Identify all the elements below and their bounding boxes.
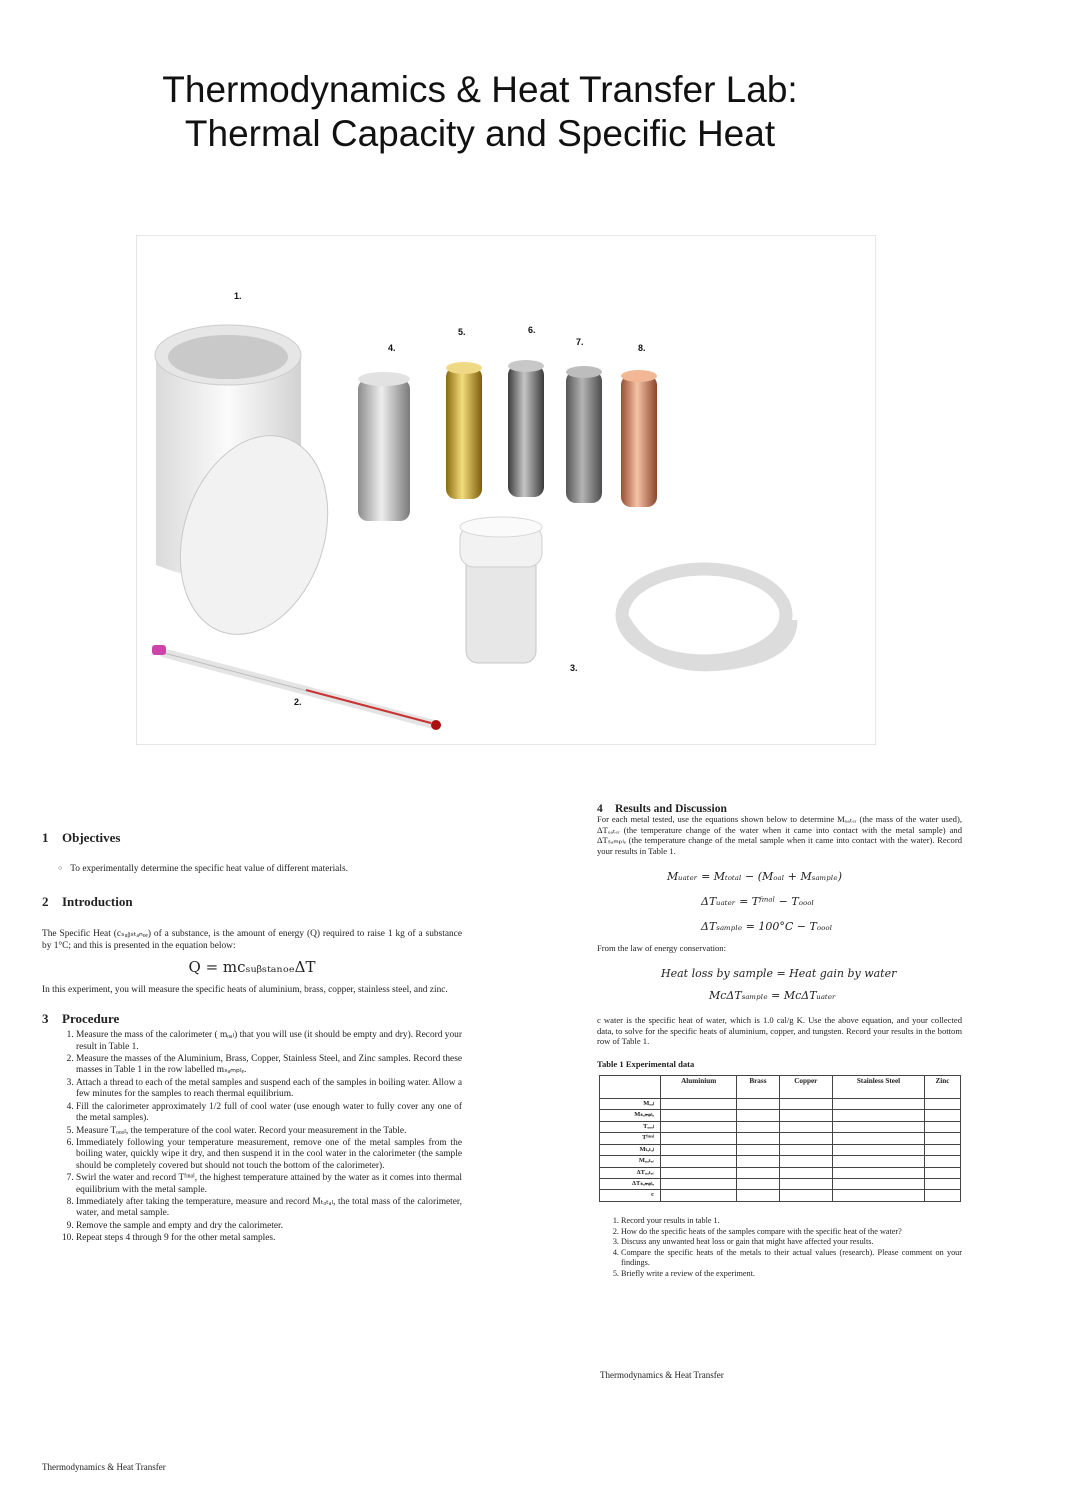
procedure-list [42,1030,462,1244]
left-column [42,832,462,1246]
specific-heat-equation: Q = mcₛᵤᵦₛₜₐₙₒₑΔT [188,958,316,977]
question-item: 1. Record your results in table 1. [621,1216,962,1226]
intro-paragraph-1: The Specific Heat (cₛᵤᵦₛₜₐₙₒₑ) of a substance, is the amount of energy (Q) required to raise 1 kg of a substance by 1°C; and this is presented in the equation below: [42,929,462,951]
table-header: Zinc [924,1076,960,1099]
question-item: 5. Briefly write a review of the experiment. [621,1269,962,1279]
conservation-line-2: McΔTₛₐₘₚₗₑ = McΔTᵤₐₜₑᵣ [709,989,836,1003]
title-line-1: Thermodynamics & Heat Transfer Lab: [162,69,798,110]
results-after-text: c water is the specific heat of water, which is 1.0 cal/g K. Use the above equation, and your collected data, to solve for the specific heats of aluminium, copper, and tungsten. Record your results in the bottom row of Table 1. [597,1015,962,1047]
table-header: Stainless Steel [833,1076,925,1099]
table-row-label: Tᶠᶦⁿᵃˡ [600,1133,661,1144]
introduction-heading: 2 Introduction [42,893,133,909]
photo-label-4: 4. [388,343,396,353]
table-row-label: Mₜₒₜₐₗ [600,1144,661,1155]
conservation-line-1: Heat loss by sample = Heat gain by water [661,967,897,981]
procedure-step: 8. Immediately after taking the temperature, measure and record Mₜₒₜₐₗ, the total mass of the calorimeter, water, and metal sample. [76,1197,462,1220]
table-header: Copper [779,1076,833,1099]
equation-mass-water: Mᵤₐₜₑᵣ = Mₜₒₜₐₗ − (Mₒₐₗ + Mₛₐₘₚₗₑ) [667,870,842,884]
photo-label-2: 2. [294,697,302,707]
table-row-label: ΔTₛₐₘₚₗₑ [600,1178,661,1189]
question-item: 4. Compare the specific heats of the metals to their actual values (research). Please comment on your findings. [621,1248,962,1268]
procedure-step: 3. Attach a thread to each of the metal samples and suspend each of the samples in boiling water. Allow a few minutes for the samples to reach thermal equilibrium. [76,1078,462,1101]
intro-paragraph-2: In this experiment, you will measure the specific heats of aluminium, brass, copper, stainless steel, and zinc. [42,985,448,996]
photo-label-5: 5. [458,327,466,337]
question-item: 3. Discuss any unwanted heat loss or gain that might have affected your results. [621,1237,962,1247]
page-title [100,68,860,156]
procedure-step: 9. Remove the sample and empty and dry the calorimeter. [76,1221,462,1232]
results-heading: 4 Results and Discussion [597,803,727,815]
table-row [600,1190,961,1201]
table-row-label: Tₒₒₒₗ [600,1121,661,1132]
question-item: 2. How do the specific heats of the samples compare with the specific heat of the water? [621,1227,962,1237]
table-row [600,1099,961,1110]
table-header-row [600,1076,961,1099]
table-header: Brass [737,1076,779,1099]
title-line-2: Thermal Capacity and Specific Heat [184,113,776,154]
results-equations [667,864,962,939]
photo-label-1: 1. [234,291,242,301]
table-caption: Table 1 Experimental data [597,1058,695,1069]
procedure-step: 5. Measure Tₒₒₒₗ, the temperature of the cool water. Record your measurement in the Table. [76,1126,462,1137]
footer-right: Thermodynamics & Heat Transfer [600,1370,724,1380]
procedure-step: 10. Repeat steps 4 through 9 for the other metal samples. [76,1233,462,1244]
procedure-step: 4. Fill the calorimeter approximately 1/2 full of cool water (use enough water to fully cover any one of the metal samples). [76,1102,462,1125]
equation-delta-t-sample: ΔTₛₐₘₚₗₑ = 100°C − Tₒₒₒₗ [701,920,833,934]
equation-delta-t-water: ΔTᵤₐₜₑᵣ = Tᶠᶦⁿᵃˡ − Tₒₒₒₗ [701,895,815,909]
objectives-heading: 1 Objectives [42,830,121,845]
table-row-label: Mₛₐₘₚₗₑ [600,1110,661,1121]
container-jar [460,517,542,663]
photo-label-3: 3. [570,663,578,673]
table-row-label: Mₒₐₗ [600,1099,661,1110]
table-header: Aluminium [661,1076,737,1099]
table-row [600,1156,961,1167]
photo-label-6: 6. [528,325,536,335]
table-row-label: Mᵤₐₜₑᵣ [600,1156,661,1167]
table-row [600,1167,961,1178]
objective-item: ○ To experimentally determine the specific heat value of different materials. [58,863,462,875]
photo-label-7: 7. [576,337,584,347]
table-row [600,1121,961,1132]
table-row [600,1178,961,1189]
procedure-step: 1. Measure the mass of the calorimeter ( mₒₐₗ) that you will use (it should be empty and dry). Record your result in Table 1. [76,1030,462,1053]
procedure-step: 6. Immediately following your temperature measurement, remove one of the metal samples from the boiling water, quickly wipe it dry, and then suspend it in the cool water in the calorimeter (the sample should be completely covered but should not touch the bottom of the calorimeter). [76,1138,462,1172]
conservation-equations [661,963,962,1007]
equipment-photo [136,235,876,745]
footer-left: Thermodynamics & Heat Transfer [42,1462,166,1472]
table-row [600,1144,961,1155]
table-row-label: c [600,1190,661,1201]
procedure-step: 7. Swirl the water and record Tᶠᶦⁿᵃˡ, the highest temperature attained by the water as it comes into thermal equilibrium with the metal sample. [76,1173,462,1196]
procedure-heading: 3 Procedure [42,1010,120,1026]
experimental-data-table [599,1075,961,1202]
table-row [600,1133,961,1144]
photo-label-8: 8. [638,343,646,353]
table-row [600,1110,961,1121]
procedure-step: 2. Measure the masses of the Aluminium, Brass, Copper, Stainless Steel, and Zinc samples. Record these masses in Table 1 in the row labelled mₛₐₘₚₗₑ. [76,1054,462,1077]
table-row-label: ΔTᵤₐₜₑᵣ [600,1167,661,1178]
results-intro: For each metal tested, use the equations shown below to determine Mᵤₐₜₑᵣ (the mass of the water used), ΔTᵤₐₜₑᵣ (the temperature change of the water when it came into contact with the metal sample) and ΔTₛₐₘₚₗₑ (the temperature change of the metal sample when it came into contact with the water). Record your results in Table 1. [597,814,962,856]
right-column [597,804,962,1280]
law-text: From the law of energy conservation: [597,943,726,954]
discussion-questions [597,1216,962,1279]
